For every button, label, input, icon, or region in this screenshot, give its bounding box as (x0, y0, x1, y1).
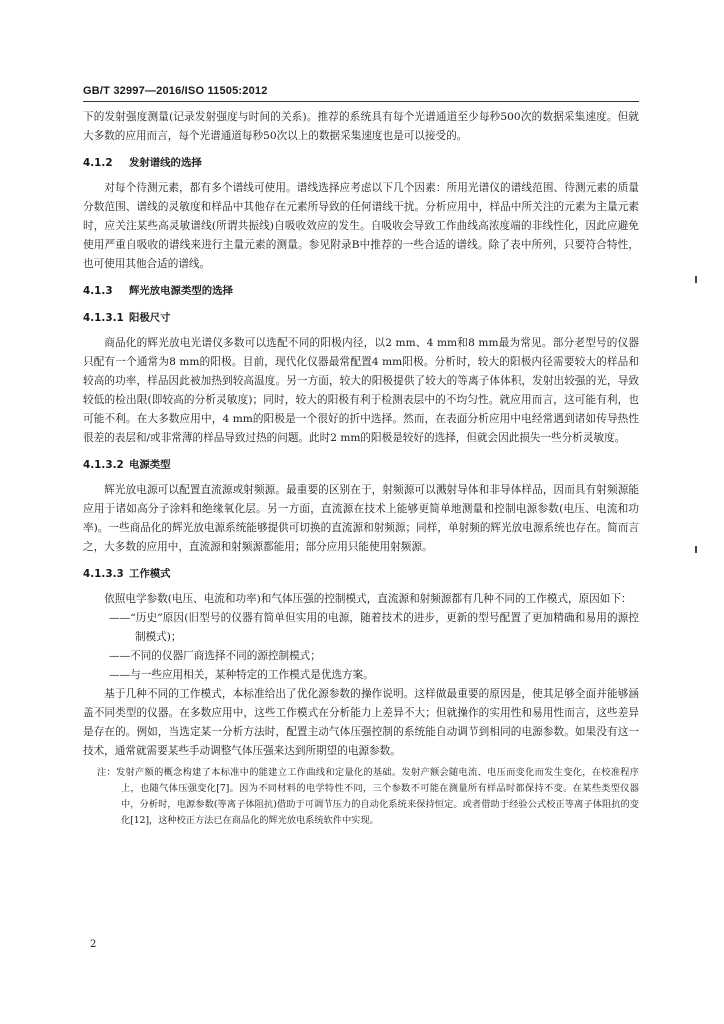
dash-list (83, 609, 639, 685)
list-item: ——与一些应用相关，某种特定的工作模式是优选方案。 (109, 669, 374, 681)
note-text: 注：发射产额的概念构建了本标准中的能建立工作曲线和定量化的基础。发射产额会随电流、电压而变化而发生变化，在校准程序上，也随气体压强变化[7]。因为不同材料的电学特性不同，三个参数不可能在测量所有样品时都保持不变。在某些类型仪器中，分析时，电源参数(等离子体阻抗)借助于可调节压力的自动化系统来保持恒定。或者借助于经验公式校正等离子体阻抗的变化[12]，这种校正方法已在商品化的辉光放电系统软件中实现。 (97, 767, 639, 826)
section-title: 电源类型 (129, 459, 171, 471)
section-title: 辉光放电源类型的选择 (129, 285, 233, 297)
section-number: 4.1.3.3 (83, 568, 124, 580)
section-heading-4-1-3-1 (83, 309, 639, 328)
page-content (83, 108, 639, 829)
section-paragraph: 商品化的辉光放电光谱仪多数可以选配不同的阳极内径，以2 mm、4 mm和8 mm最为常见。部分老型号的仪器只配有一个通常为8 mm的阳极。目前，现代化仪器最常配置4 mm阳极。分析时，较大的阳极内径需要较大的样品和较高的功率，样品因此被加热到较高温度。另一方面，较大的阳极提供了较大的等离子体体积，发射出较强的光，导致较低的检出限(即较高的分析灵敏度)；同时，较大的阳极有利于检测表层中的不均匀性。就应用而言，这可能有利，也可能不利。在大多数应用中，4 mm的阳极是一个很好的折中选择。然而，在表面分析应用中电经常遇到诸如传导热性很差的表层和/或非常薄的样品导致过热的问题。此时2 mm的阳极是较好的选择，但就会因此损失一些分析灵敏度。 (83, 337, 639, 444)
section-paragraph: 对每个待测元素，都有多个谱线可使用。谱线选择应考虑以下几个因素：所用光谱仪的谱线范围、待测元素的质量分数范围、谱线的灵敏度和样品中其他存在元素所导致的任何谱线干扰。分析应用中，样品中所关注的元素为主量元素时，应关注某些高灵敏谱线(所谓共振线)自吸收效应的发生。自吸收会导致工作曲线高浓度端的非线性化，因此应避免使用严重自吸收的谱线来进行主量元素的测量。参见附录B中推荐的一些合适的谱线。除了表中所列，只要符合特性，也可使用其他合适的谱线。 (83, 182, 639, 270)
section-title: 阳极尺寸 (129, 312, 171, 324)
list-item: ——不同的仪器厂商选择不同的源控制模式； (109, 650, 321, 662)
section-heading-4-1-3-3 (83, 565, 639, 584)
header-rule (83, 101, 639, 102)
section-paragraph: 基于几种不同的工作模式，本标准给出了优化源参数的操作说明。这样做最重要的原因是，使其足够全面并能够涵盖不同类型的仪器。在多数应用中，这些工作模式在分析能力上差异不大；但就操作的实用性和易用性而言，这些差异是存在的。例如，当选定某一分析方法时，配置主动气体压强控制的系统能自动调节到相同的电源参数。如果没有这一技术，通常就需要某些手动调整气体压强来达到所期望的电源参数。 (83, 688, 639, 757)
standard-header: GB/T 32997—2016/ISO 11505:2012 (83, 85, 268, 97)
intro-paragraph: 下的发射强度测量(记录发射强度与时间的关系)。推荐的系统具有每个光谱通道至少每秒500次的数据采集速度。但就大多数的应用而言，每个光谱通道每秒50次以上的数据采集速度也是可以接受的。 (83, 111, 639, 142)
margin-mark (695, 546, 697, 553)
section-paragraph: 辉光放电源可以配置直流源或射频源。最重要的区别在于，射频源可以溅射导体和非导体样品，因而具有射频源能应用于诸如高分子涂料和绝缘氧化层。另一方面，直流源在技术上能够更简单地测量和控制电源参数(电压、电流和功率)。一些商品化的辉光放电源系统能够提供可切换的直流源和射频源；同样，单射频的辉光放电源系统也存在。简而言之，大多数的应用中，直流源和射频源都能用；部分应用只能使用射频源。 (83, 484, 639, 553)
section-paragraph: 依照电学参数(电压、电流和功率)和气体压强的控制模式，直流源和射频源都有几种不同的工作模式，原因如下： (104, 593, 632, 605)
section-heading-4-1-2 (83, 154, 639, 173)
section-number: 4.1.3 (83, 285, 113, 297)
page-number: 2 (90, 939, 97, 950)
section-title: 发射谱线的选择 (129, 157, 202, 169)
section-title: 工作模式 (129, 568, 171, 580)
section-number: 4.1.3.2 (83, 459, 124, 471)
section-heading-4-1-3-2 (83, 456, 639, 475)
list-item: ——“历史”原因(旧型号的仪器有简单但实用的电源，随着技术的进步，更新的型号配置了更加精确和易用的源控制模式)； (109, 612, 639, 643)
margin-mark (695, 276, 697, 283)
section-number: 4.1.2 (83, 157, 113, 169)
section-heading-4-1-3 (83, 282, 639, 301)
section-number: 4.1.3.1 (83, 312, 124, 324)
